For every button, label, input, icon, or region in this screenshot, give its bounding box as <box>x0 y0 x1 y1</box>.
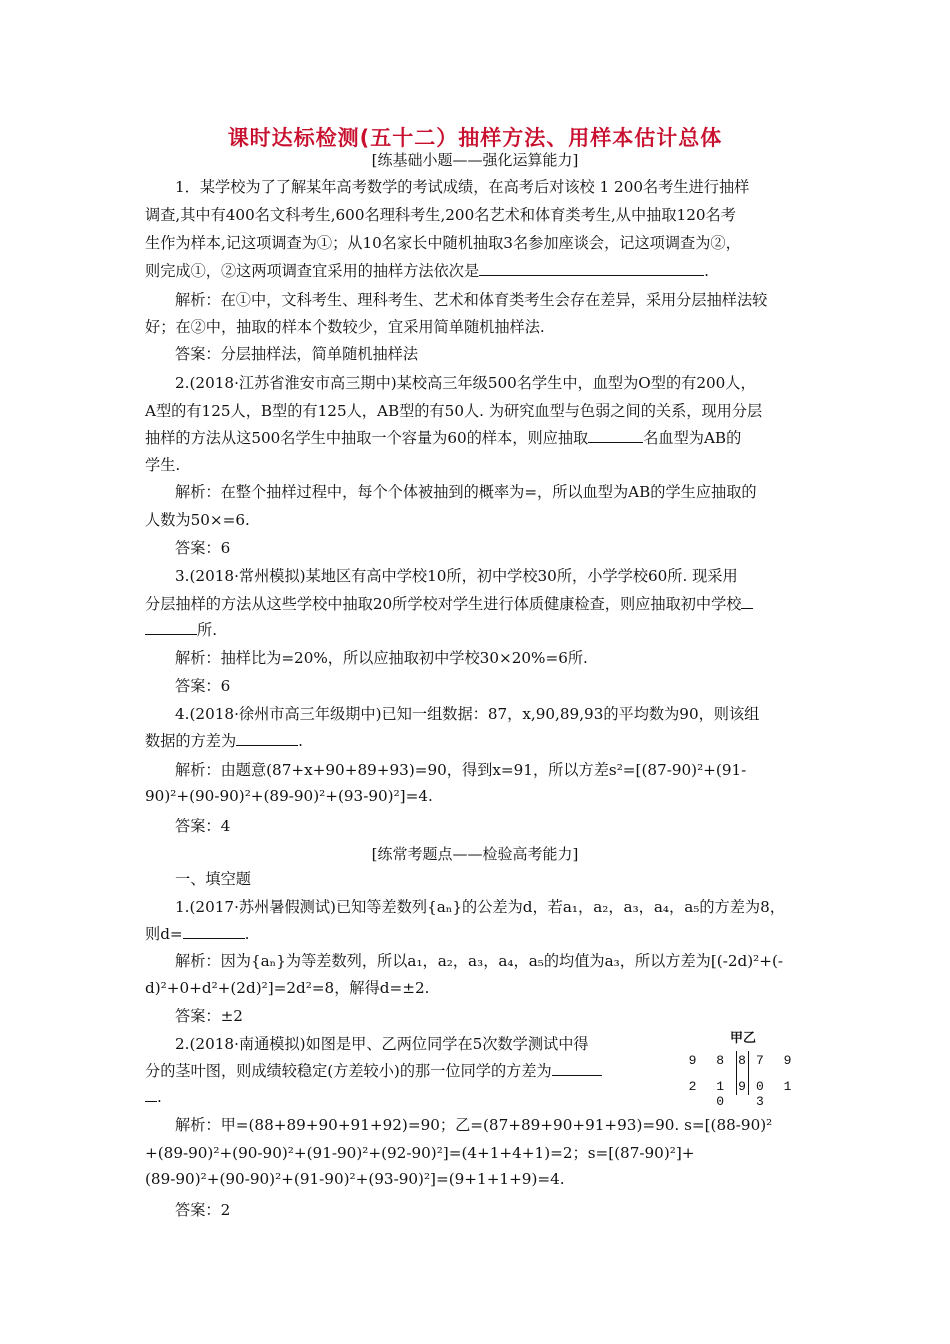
answer-blank <box>479 261 704 276</box>
p2-analysis-1: 解析：甲=(88+89+90+91+92)=90；乙=(87+89+90+91+93)=90. s=[(88-90)² <box>175 1116 773 1134</box>
p2-line-2-text: 分的茎叶图，则成绩较稳定(方差较小)的那一位同学的方差为 <box>145 1062 552 1080</box>
q3-line-3 <box>145 619 815 640</box>
q2-line-2: A型的有125人，B型的有125人，AB型的有50人. 为研究血型与色弱之间的关系，现用分层 <box>145 402 763 420</box>
stem-value: 8 <box>738 1053 746 1068</box>
section-heading-basic: [练基础小题——强化运算能力] <box>371 151 579 169</box>
stem-leaf-plot <box>672 1027 822 1109</box>
section-heading-exam: [练常考题点——检验高考能力] <box>371 845 579 863</box>
stem-value: 9 <box>738 1079 746 1094</box>
p1-answer: 答案：±2 <box>175 1007 243 1025</box>
answer-blank <box>145 620 197 635</box>
q2-answer: 答案：6 <box>175 539 231 557</box>
answer-blank <box>741 594 753 609</box>
q1-line-4-text: 则完成①，②这两项调查宜采用的抽样方法依次是 <box>145 262 480 280</box>
q2-line-3 <box>145 427 815 448</box>
q3-analysis-1: 解析：抽样比为=20%，所以应抽取初中学校30×20%=6所. <box>175 649 588 667</box>
q1-line-2: 调查,其中有400名文科考生,600名理科考生,200名艺术和体育类考生,从中抽取120名考 <box>145 206 736 224</box>
q4-answer: 答案：4 <box>175 817 231 835</box>
q4-line-1: 4.(2018·徐州市高三年级期中)已知一组数据：87，x,90,89,93的平均数为90，则该组 <box>175 705 760 723</box>
p1-line-1: 1.(2017·苏州暑假测试)已知等差数列{aₙ}的公差为d，若a₁，a₂，a₃，a₄，a₅的方差为8， <box>175 898 785 916</box>
q1-analysis-1: 解析：在①中，文科考生、理科考生、艺术和体育类考生会存在差异，采用分层抽样法较 <box>175 291 768 309</box>
q4-line-2 <box>145 730 815 751</box>
q1-answer: 答案：分层抽样法，简单随机抽样法 <box>175 345 418 363</box>
q3-line-3-text: 所. <box>197 621 218 639</box>
page-title: 课时达标检测(五十二）抽样方法、用样本估计总体 <box>227 126 723 150</box>
q3-line-1: 3.(2018·常州模拟)某地区有高中学校10所，初中学校30所，小学学校60所. 现采用 <box>175 567 738 585</box>
stem-leaf-header: 甲乙 <box>730 1031 757 1046</box>
answer-blank <box>145 1087 157 1102</box>
q4-analysis-1: 解析：由题意(87+x+90+89+93)=90，得到x=91，所以方差s²=[(87-90)²+(91- <box>175 761 747 779</box>
leaves-yi: 0 1 3 <box>756 1079 798 1109</box>
p2-answer: 答案：2 <box>175 1201 231 1219</box>
q2-line-4: 学生. <box>145 456 181 474</box>
q1-line-4 <box>145 260 815 281</box>
q2-line-1: 2.(2018·江苏省淮安市高三期中)某校高三年级500名学生中，血型为O型的有200人， <box>175 374 756 392</box>
q3-line-2 <box>145 593 815 614</box>
p1-analysis-1: 解析：因为{aₙ}为等差数列，所以a₁，a₂，a₃，a₄，a₅的均值为a₃，所以方差为[(-2d)²+(- <box>175 952 784 970</box>
q2-analysis-2: 人数为50×=6. <box>145 511 250 529</box>
q2-line-3a: 抽样的方法从这500名学生中抽取一个容量为60的样本，则应抽取 <box>145 429 589 447</box>
q4-line-2-text: 数据的方差为 <box>145 732 237 750</box>
q1-line-3: 生作为样本,记这项调查为①；从10名家长中随机抽取3名参加座谈会，记这项调查为②， <box>145 234 741 252</box>
p2-analysis-3: (89-90)²+(90-90)²+(91-90)²+(93-90)²]=(9+1+1+9)=4. <box>145 1170 565 1188</box>
fill-heading: 一、填空题 <box>175 870 251 888</box>
p1-line-2-text: 则d= <box>145 925 183 943</box>
p1-line-2 <box>145 923 815 944</box>
p1-line-2-end: . <box>244 925 250 943</box>
p2-line-3-text: . <box>157 1088 162 1106</box>
answer-blank <box>552 1061 602 1076</box>
leaves-yi: 7 9 <box>756 1053 798 1068</box>
p2-line-1: 2.(2018·南通模拟)如图是甲、乙两位同学在5次数学测试中得 <box>175 1035 589 1053</box>
q2-line-3b: 名血型为AB的 <box>643 429 742 447</box>
q1-analysis-2: 好；在②中，抽取的样本个数较少，宜采用简单随机抽样法. <box>145 318 545 336</box>
answer-blank <box>236 731 298 746</box>
q3-line-2-text: 分层抽样的方法从这些学校中抽取20所学校对学生进行体质健康检查，则应抽取初中学校 <box>145 595 742 613</box>
answer-blank <box>183 924 245 939</box>
q1-line-4-end: . <box>704 262 709 280</box>
q3-answer: 答案：6 <box>175 677 231 695</box>
stem-divider-right <box>748 1051 749 1095</box>
leaves-jia: 2 1 0 <box>688 1079 730 1109</box>
q1-line-1: 1．某学校为了了解某年高考数学的考试成绩，在高考后对该校 1 200名考生进行抽样 <box>175 178 750 196</box>
answer-blank <box>588 428 643 443</box>
q4-line-2-end: . <box>298 732 303 750</box>
q2-analysis-1: 解析：在整个抽样过程中，每个个体被抽到的概率为=，所以血型为AB的学生应抽取的 <box>175 483 757 501</box>
p1-analysis-2: d)²+0+d²+(2d)²]=2d²=8，解得d=±2. <box>145 979 430 997</box>
p2-analysis-2: +(89-90)²+(90-90)²+(91-90)²+(92-90)²]=(4+1+4+1)=2；s=[(87-90)²]+ <box>145 1144 695 1162</box>
q4-analysis-2: 90)²+(90-90)²+(89-90)²+(93-90)²]=4. <box>145 787 433 805</box>
leaves-jia: 9 8 <box>688 1053 730 1068</box>
